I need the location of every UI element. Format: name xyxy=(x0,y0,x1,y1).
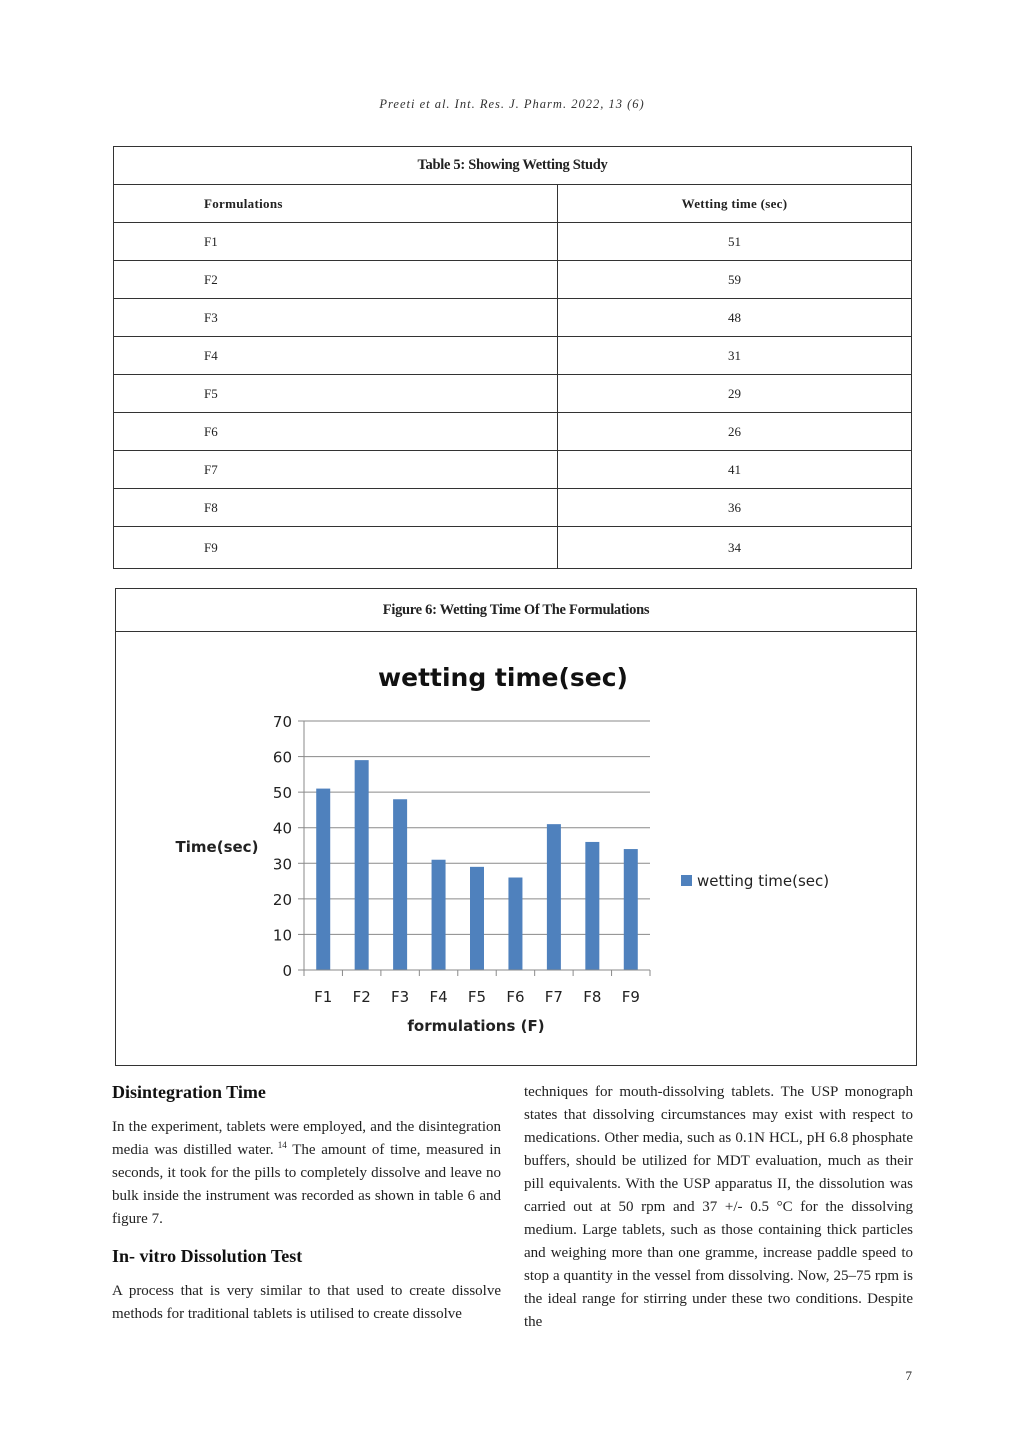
cell-wetting-time: 41 xyxy=(728,461,741,477)
y-tick-label: 40 xyxy=(272,819,292,838)
cell-wetting-time: 36 xyxy=(728,499,741,515)
cell-wetting-time: 29 xyxy=(728,385,741,401)
cell-formulation: F4 xyxy=(114,337,558,374)
cell-formulation: F1 xyxy=(114,223,558,260)
cell-wetting-time: 59 xyxy=(728,271,741,287)
x-tick-label: F3 xyxy=(391,988,410,1006)
x-tick-label: F4 xyxy=(429,988,448,1006)
table-row xyxy=(114,451,911,489)
col-header-wetting-time: Wetting time (sec) xyxy=(681,195,788,211)
x-tick-label: F2 xyxy=(352,988,371,1006)
bar-f1 xyxy=(316,789,330,970)
table-row xyxy=(114,261,911,299)
bar-f5 xyxy=(470,867,484,970)
bar-f8 xyxy=(585,842,599,970)
col-header-formulations: Formulations xyxy=(114,185,558,222)
cell-formulation: F6 xyxy=(114,413,558,450)
y-axis-label: Time(sec) xyxy=(175,838,259,856)
bar-f2 xyxy=(355,760,369,970)
x-tick-label: F6 xyxy=(506,988,525,1006)
cell-formulation: F7 xyxy=(114,451,558,488)
heading-dissolution-test: In- vitro Dissolution Test xyxy=(112,1246,303,1266)
y-tick-label: 30 xyxy=(272,855,292,874)
table-caption: Table 5: Showing Wetting Study xyxy=(114,147,911,185)
table-row xyxy=(114,489,911,527)
bar-f3 xyxy=(393,799,407,970)
cell-wetting-time: 34 xyxy=(728,540,741,555)
page-number: 7 xyxy=(905,1368,912,1383)
table-row xyxy=(114,337,911,375)
paragraph-disintegration: In the experiment, tablets were employed, and the disintegration media was distilled water. $^{14}$ The amount of time, measured in seconds, it took for the pills to completely dissolve and leave no bulk inside the instrument was recorded as shown in table 6 and figure 7. xyxy=(112,1119,502,1227)
table-row xyxy=(114,375,911,413)
bar-f9 xyxy=(624,849,638,970)
y-tick-label: 60 xyxy=(272,748,292,767)
cell-formulation: F3 xyxy=(114,299,558,336)
legend-swatch xyxy=(681,875,692,886)
left-column xyxy=(112,1078,501,1326)
y-tick-label: 20 xyxy=(272,890,292,909)
y-tick-label: 0 xyxy=(282,962,292,980)
figure-6 xyxy=(115,588,917,1066)
y-tick-label: 10 xyxy=(272,926,292,945)
running-head: Preeti et al. Int. Res. J. Pharm. 2022, 13 (6) xyxy=(379,97,645,111)
chart-title: wetting time(sec) xyxy=(378,663,628,692)
x-tick-label: F8 xyxy=(583,988,602,1006)
figure-caption: Figure 6: Wetting Time Of The Formulations xyxy=(116,589,916,632)
x-tick-label: F7 xyxy=(544,988,563,1006)
bar-chart xyxy=(116,589,916,1065)
cell-wetting-time: 48 xyxy=(728,309,741,325)
cell-wetting-time: 31 xyxy=(728,347,741,363)
cell-formulation: F8 xyxy=(114,489,558,526)
bar-f7 xyxy=(547,824,561,970)
cell-wetting-time: 26 xyxy=(728,423,741,439)
table-row xyxy=(114,527,911,569)
table-row xyxy=(114,413,911,451)
right-column xyxy=(524,1081,913,1334)
paragraph-dissolution-continued: techniques for mouth-dissolving tablets. The USP monograph states that dissolving circumstances may exist with respect to medications. Other media, such as 0.1N HCL, pH 6.8 phosphate buffers, should be utilized for MDT evaluation, much as their pill equivalents. With the USP apparatus II, the dissolution was carried out at 50 rpm and 37 +/- 0.5 °C for the dissolving medium. Large tablets, such as those containing thick particles and weighing more than one gramme, increase paddle speed to stop a quantity in the vessel from dissolving. Now, 25–75 rpm is the ideal range for stirring under these two conditions. Despite the xyxy=(524,1084,913,1330)
x-axis-label: formulations (F) xyxy=(407,1017,545,1035)
cell-formulation: F2 xyxy=(114,261,558,298)
cell-wetting-time: 51 xyxy=(728,233,741,249)
table-row xyxy=(114,223,911,261)
table-header-row xyxy=(114,185,911,223)
y-tick-label: 70 xyxy=(272,713,292,731)
x-tick-label: F5 xyxy=(467,988,487,1006)
legend-entry: wetting time(sec) xyxy=(697,872,830,890)
cell-formulation: F5 xyxy=(114,375,558,412)
paragraph-dissolution-intro: A process that is very similar to that used to create dissolve methods for traditional tablets is utilised to create dissolve xyxy=(112,1283,501,1322)
x-tick-label: F9 xyxy=(621,988,640,1006)
citation-ref: 14 xyxy=(277,1140,287,1150)
table-row xyxy=(114,299,911,337)
cell-formulation: F9 xyxy=(114,527,558,569)
bar-f6 xyxy=(508,878,522,970)
table-5 xyxy=(113,146,912,569)
y-tick-label: 50 xyxy=(272,784,292,803)
bar-f4 xyxy=(432,860,446,970)
x-tick-label: F1 xyxy=(314,988,333,1006)
heading-disintegration-time: Disintegration Time xyxy=(112,1082,266,1102)
